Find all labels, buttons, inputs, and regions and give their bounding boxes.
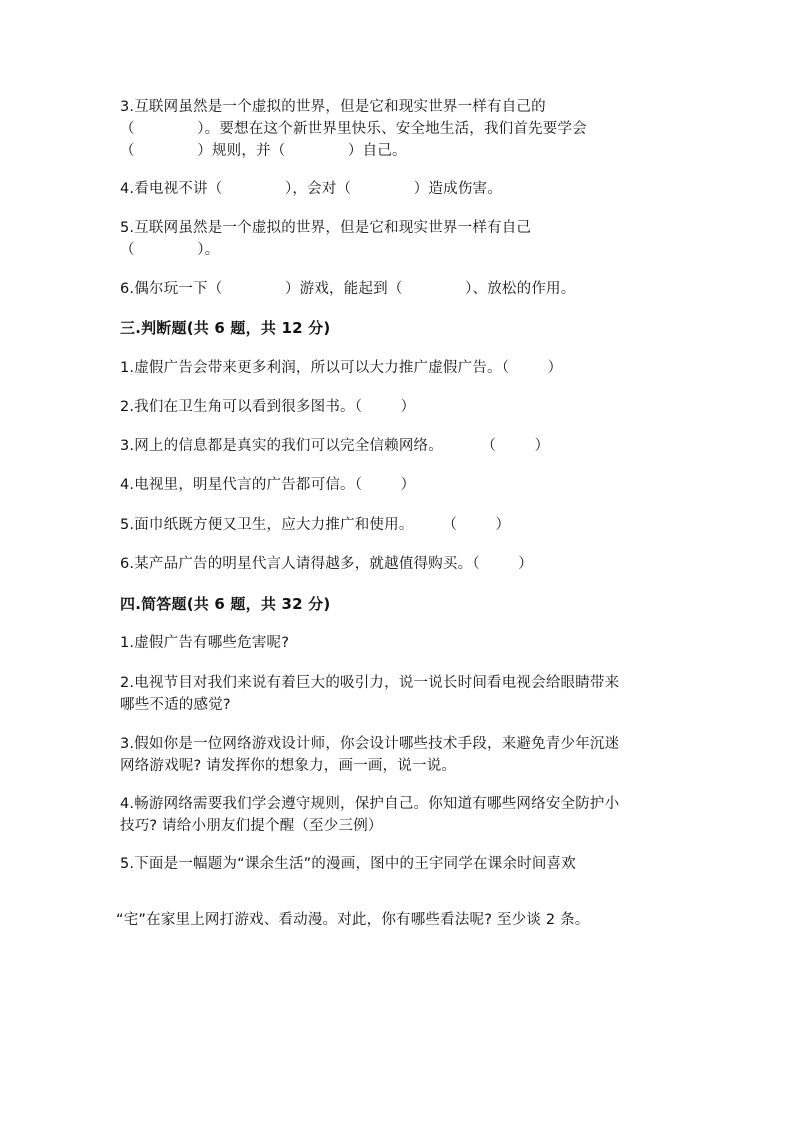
judge-item-2: 2.我们在卫生角可以看到很多图书。（ ） bbox=[120, 399, 416, 415]
short-q4-line2: 技巧? 请给小朋友们提个醒（至少三例） bbox=[120, 818, 383, 834]
short-q3-line1: 3.假如你是一位网络游戏设计师，你会设计哪些技术手段，来避免青少年沉迷 bbox=[120, 736, 620, 752]
judge-item-3: 3.网上的信息都是真实的我们可以完全信赖网络。 （ ） bbox=[120, 438, 550, 454]
fill-q3-line2: （ ）。要想在这个新世界里快乐、安全地生活，我们首先要学会 bbox=[120, 121, 587, 137]
short-q2-line1: 2.电视节目对我们来说有着巨大的吸引力，说一说长时间看电视会给眼睛带来 bbox=[120, 675, 620, 691]
short-q2-line2: 哪些不适的感觉? bbox=[120, 697, 231, 713]
fill-q5-line1: 5.互联网虽然是一个虚拟的世界，但是它和现实世界一样有自己 bbox=[120, 220, 532, 236]
short-q4-line1: 4.畅游网络需要我们学会遵守规则，保护自己。你知道有哪些网络安全防护小 bbox=[120, 796, 620, 812]
judge-item-1: 1.虚假广告会带来更多利润，所以可以大力推广虚假广告。（ ） bbox=[120, 360, 563, 376]
fill-q3-line1: 3.互联网虽然是一个虚拟的世界，但是它和现实世界一样有自己的 bbox=[120, 99, 546, 115]
judge-section-heading: 三.判断题(共 6 题，共 12 分) bbox=[120, 319, 331, 337]
judge-item-6: 6.某产品广告的明星代言人请得越多，就越值得购买。（ ） bbox=[120, 556, 533, 572]
fill-q3-line3: （ ）规则，并（ ）自己。 bbox=[120, 143, 407, 159]
judge-item-5: 5.面巾纸既方便又卫生，应大力推广和使用。 （ ） bbox=[120, 517, 511, 533]
short-q3-line2: 网络游戏呢? 请发挥你的想象力，画一画，说一说。 bbox=[120, 758, 457, 774]
short-section-heading: 四.简答题(共 6 题，共 32 分) bbox=[120, 595, 331, 613]
short-q5-line1: 5.下面是一幅题为“课余生活”的漫画，图中的王宇同学在课余时间喜欢 bbox=[120, 856, 576, 872]
fill-q4: 4.看电视不讲（ ），会对（ ）造成伤害。 bbox=[120, 181, 502, 197]
judge-item-4: 4.电视里，明星代言的广告都可信。（ ） bbox=[120, 477, 416, 493]
short-q1: 1.虚假广告有哪些危害呢? bbox=[120, 635, 290, 651]
fill-q6: 6.偶尔玩一下（ ）游戏，能起到（ ）、放松的作用。 bbox=[120, 281, 576, 297]
short-q5-line2: “宅”在家里上网打游戏、看动漫。对此，你有哪些看法呢? 至少谈 2 条。 bbox=[116, 912, 590, 928]
fill-q5-line2: （ ）。 bbox=[120, 242, 220, 258]
